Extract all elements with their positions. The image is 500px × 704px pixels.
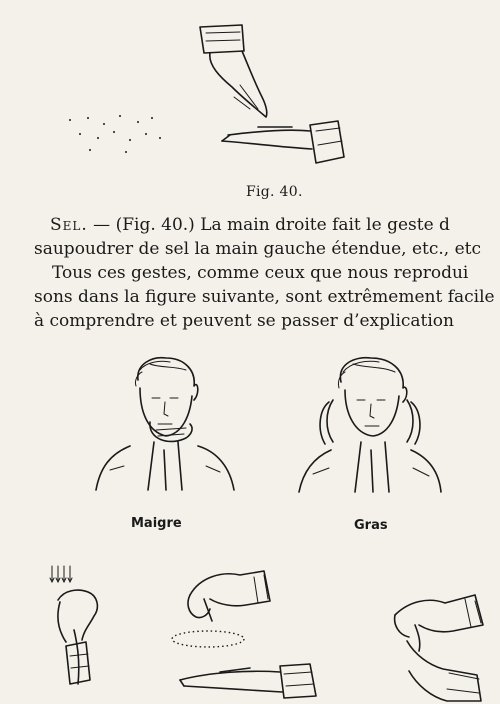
gestes-paragraph-line-1: Tous ces gestes, comme ceux que nous reprodui xyxy=(52,263,469,283)
sel-paragraph-line-1 xyxy=(50,214,500,236)
salt-dots xyxy=(60,110,170,160)
flat-hand-illustration xyxy=(170,650,330,704)
hands-together-illustration xyxy=(385,585,500,704)
figure-40-illustration xyxy=(170,5,350,175)
sprinkling-hand xyxy=(200,25,267,117)
sel-paragraph-line-2: saupoudrer de sel la main gauche étendue, etc., etc xyxy=(34,239,482,259)
portrait-maigre-label: Maigre xyxy=(131,516,182,531)
sel-line-1-text: — (Fig. 40.) La main droite fait le geste d xyxy=(87,215,450,235)
gestes-paragraph-line-2: sons dans la figure suivante, sont extrêmement facile xyxy=(34,287,495,307)
portrait-gras-label: Gras xyxy=(354,518,388,533)
figure-40-caption: Fig. 40. xyxy=(246,184,303,200)
portrait-maigre xyxy=(90,350,240,500)
open-flat-hand xyxy=(222,121,344,163)
portrait-gras xyxy=(295,350,445,500)
sel-heading: Sel. xyxy=(50,215,88,235)
raised-hand-illustration xyxy=(38,560,128,704)
gestes-paragraph-line-3: à comprendre et peuvent se passer d’explication xyxy=(34,311,454,331)
